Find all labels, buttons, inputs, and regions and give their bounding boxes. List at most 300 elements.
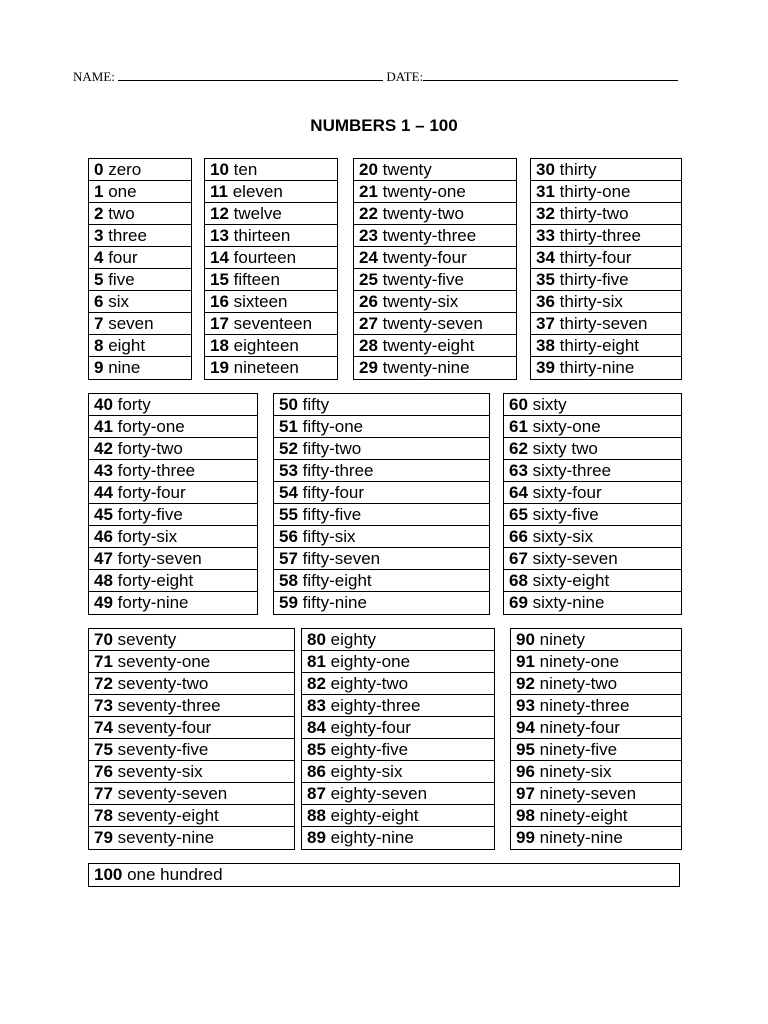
number-row (274, 548, 489, 570)
number-row (205, 291, 337, 313)
numeral: 33 (536, 226, 555, 245)
numeral: 70 (94, 630, 113, 649)
number-word: twelve (228, 204, 282, 223)
numeral: 21 (359, 182, 378, 201)
number-row (205, 357, 337, 379)
number-word: thirty-five (554, 270, 629, 289)
numeral: 97 (516, 784, 535, 803)
number-word: seventy-one (112, 652, 211, 671)
numeral: 5 (94, 270, 104, 289)
number-word: twenty-eight (377, 336, 475, 355)
number-word: thirty-six (554, 292, 623, 311)
number-word: thirty (554, 160, 597, 179)
number-word: fifty-nine (297, 593, 367, 612)
numeral: 50 (279, 395, 298, 414)
number-word: sixty two (527, 439, 598, 458)
numeral: 87 (307, 784, 326, 803)
numeral: 13 (210, 226, 229, 245)
numeral: 30 (536, 160, 555, 179)
numeral: 96 (516, 762, 535, 781)
number-word: sixty-eight (527, 571, 610, 590)
number-word: fourteen (228, 248, 297, 267)
number-word: seventy-seven (112, 784, 228, 803)
numeral: 34 (536, 248, 555, 267)
number-word: eighty-five (325, 740, 409, 759)
numeral: 14 (210, 248, 229, 267)
number-word: twenty-two (377, 204, 464, 223)
number-word: seventy-nine (112, 828, 215, 847)
number-row (205, 335, 337, 357)
numeral: 84 (307, 718, 326, 737)
numeral: 9 (94, 358, 104, 377)
numeral: 1 (94, 182, 104, 201)
number-word: sixty-five (527, 505, 599, 524)
numeral: 51 (279, 417, 298, 436)
number-row (89, 717, 294, 739)
number-row (354, 313, 516, 335)
number-row (89, 203, 191, 225)
number-word: eighty-four (325, 718, 411, 737)
number-row (89, 827, 294, 849)
number-table (301, 628, 495, 850)
numeral: 56 (279, 527, 298, 546)
number-word: thirty-nine (554, 358, 635, 377)
name-date-header (73, 69, 698, 85)
number-table (353, 158, 517, 380)
number-row (89, 629, 294, 651)
numeral: 95 (516, 740, 535, 759)
number-word: two (103, 204, 135, 223)
numeral: 43 (94, 461, 113, 480)
numeral: 66 (509, 527, 528, 546)
number-table (88, 628, 295, 850)
number-row (531, 269, 681, 291)
number-row (89, 313, 191, 335)
number-word: forty-seven (112, 549, 202, 568)
number-word: fifteen (228, 270, 280, 289)
number-row (504, 504, 681, 526)
number-row (504, 570, 681, 592)
number-word: eighty-eight (325, 806, 419, 825)
number-word: seventy-two (112, 674, 209, 693)
numeral: 25 (359, 270, 378, 289)
number-word: zero (103, 160, 142, 179)
number-word: ninety-seven (534, 784, 637, 803)
numeral: 23 (359, 226, 378, 245)
number-row (89, 695, 294, 717)
number-word: forty-nine (112, 593, 189, 612)
number-row (205, 181, 337, 203)
number-row (274, 592, 489, 614)
number-word: forty-three (112, 461, 196, 480)
number-word: ninety-nine (534, 828, 623, 847)
number-word: forty-six (112, 527, 178, 546)
numeral: 22 (359, 204, 378, 223)
number-row (89, 225, 191, 247)
number-row (89, 526, 257, 548)
numeral: 29 (359, 358, 378, 377)
numeral: 64 (509, 483, 528, 502)
number-row (504, 460, 681, 482)
number-word: twenty-four (377, 248, 467, 267)
number-word: sixty (527, 395, 567, 414)
number-row (274, 460, 489, 482)
number-word: fifty-eight (297, 571, 372, 590)
number-table (88, 158, 192, 380)
number-word: twenty-nine (377, 358, 470, 377)
number-word: fifty-five (297, 505, 362, 524)
number-row (274, 570, 489, 592)
numeral: 67 (509, 549, 528, 568)
number-word: forty-one (112, 417, 185, 436)
number-row (89, 335, 191, 357)
number-word: fifty-six (297, 527, 356, 546)
numeral: 58 (279, 571, 298, 590)
number-row (89, 247, 191, 269)
number-word: seventeen (228, 314, 313, 333)
number-word: seventy-five (112, 740, 209, 759)
number-row (89, 438, 257, 460)
number-word: eighty-nine (325, 828, 414, 847)
numeral: 73 (94, 696, 113, 715)
number-word: ninety-six (534, 762, 612, 781)
number-row (205, 225, 337, 247)
number-row (531, 335, 681, 357)
numeral: 90 (516, 630, 535, 649)
number-word: seven (103, 314, 154, 333)
number-row (89, 864, 679, 886)
number-row (302, 651, 494, 673)
number-row (205, 159, 337, 181)
number-word: sixty-six (527, 527, 594, 546)
numeral: 61 (509, 417, 528, 436)
numeral: 83 (307, 696, 326, 715)
number-row (302, 805, 494, 827)
numeral: 59 (279, 593, 298, 612)
number-word: eighty-two (325, 674, 409, 693)
number-word: one (103, 182, 137, 201)
number-row (89, 651, 294, 673)
number-word: thirty-one (554, 182, 631, 201)
numeral: 81 (307, 652, 326, 671)
numeral: 99 (516, 828, 535, 847)
number-word: twenty-six (377, 292, 459, 311)
numeral: 72 (94, 674, 113, 693)
numeral: 0 (94, 160, 104, 179)
numeral: 93 (516, 696, 535, 715)
number-word: eleven (227, 182, 283, 201)
number-word: six (103, 292, 129, 311)
number-row (302, 717, 494, 739)
numeral: 15 (210, 270, 229, 289)
number-word: thirty-four (554, 248, 632, 267)
number-word: seventy (112, 630, 177, 649)
number-word: sixty-four (527, 483, 602, 502)
number-row (302, 761, 494, 783)
number-row (89, 805, 294, 827)
numeral: 3 (94, 226, 104, 245)
number-word: ninety-one (534, 652, 620, 671)
number-row (354, 335, 516, 357)
number-row (89, 482, 257, 504)
numeral: 79 (94, 828, 113, 847)
number-row (354, 291, 516, 313)
number-row (274, 482, 489, 504)
number-row (89, 548, 257, 570)
numeral: 46 (94, 527, 113, 546)
number-row (89, 291, 191, 313)
number-word: sixty-three (527, 461, 612, 480)
number-table (88, 863, 680, 887)
number-row (511, 673, 681, 695)
number-row (504, 438, 681, 460)
number-word: nine (103, 358, 141, 377)
numeral: 17 (210, 314, 229, 333)
number-row (302, 827, 494, 849)
number-row (511, 739, 681, 761)
number-row (354, 159, 516, 181)
number-word: ten (228, 160, 258, 179)
number-table (273, 393, 490, 615)
numeral: 91 (516, 652, 535, 671)
numeral: 98 (516, 806, 535, 825)
number-row (89, 504, 257, 526)
number-row (354, 181, 516, 203)
number-table (530, 158, 682, 380)
numeral: 16 (210, 292, 229, 311)
number-word: twenty-one (377, 182, 466, 201)
number-word: twenty-three (377, 226, 477, 245)
number-row (205, 269, 337, 291)
number-row (511, 717, 681, 739)
number-row (504, 394, 681, 416)
number-word: seventy-six (112, 762, 203, 781)
number-word: ninety-three (534, 696, 630, 715)
number-row (89, 570, 257, 592)
numeral: 75 (94, 740, 113, 759)
numeral: 86 (307, 762, 326, 781)
number-row (89, 673, 294, 695)
numeral: 54 (279, 483, 298, 502)
date-label: DATE: (386, 69, 424, 84)
number-word: thirty-seven (554, 314, 648, 333)
number-word: twenty-five (377, 270, 464, 289)
numeral: 6 (94, 292, 104, 311)
number-row (511, 695, 681, 717)
number-word: twenty (377, 160, 432, 179)
numeral: 38 (536, 336, 555, 355)
number-word: ninety-two (534, 674, 618, 693)
number-word: ninety-eight (534, 806, 628, 825)
number-row (89, 159, 191, 181)
numeral: 60 (509, 395, 528, 414)
number-row (302, 783, 494, 805)
number-row (531, 291, 681, 313)
number-row (89, 394, 257, 416)
number-row (504, 416, 681, 438)
numeral: 42 (94, 439, 113, 458)
number-word: five (103, 270, 135, 289)
number-row (354, 357, 516, 379)
numeral: 2 (94, 204, 104, 223)
number-word: sixty-one (527, 417, 601, 436)
number-row (504, 482, 681, 504)
date-field[interactable] (423, 69, 678, 81)
number-word: seventy-three (112, 696, 221, 715)
number-word: forty (112, 395, 151, 414)
number-word: sixteen (228, 292, 288, 311)
number-word: twenty-seven (377, 314, 483, 333)
number-row (531, 313, 681, 335)
number-row (504, 548, 681, 570)
number-row (531, 225, 681, 247)
number-row (511, 629, 681, 651)
numeral: 76 (94, 762, 113, 781)
number-row (89, 181, 191, 203)
number-word: fifty-four (297, 483, 365, 502)
numeral: 47 (94, 549, 113, 568)
numeral: 48 (94, 571, 113, 590)
number-row (302, 673, 494, 695)
number-word: thirty-three (554, 226, 641, 245)
number-word: forty-two (112, 439, 183, 458)
numeral: 77 (94, 784, 113, 803)
numeral: 18 (210, 336, 229, 355)
number-table (88, 393, 258, 615)
number-row (302, 695, 494, 717)
page-title: NUMBERS 1 – 100 (310, 116, 458, 135)
numeral: 89 (307, 828, 326, 847)
number-word: fifty-one (297, 417, 364, 436)
numeral: 100 (94, 865, 123, 884)
number-word: forty-four (112, 483, 186, 502)
number-row (531, 159, 681, 181)
number-word: eighty-three (325, 696, 421, 715)
number-word: eighty (325, 630, 377, 649)
numeral: 63 (509, 461, 528, 480)
numeral: 37 (536, 314, 555, 333)
numeral: 12 (210, 204, 229, 223)
number-word: seventy-eight (112, 806, 219, 825)
number-row (274, 438, 489, 460)
number-word: one hundred (122, 865, 223, 884)
number-row (511, 651, 681, 673)
number-word: fifty-seven (297, 549, 381, 568)
number-table (503, 393, 682, 615)
number-word: ninety-five (534, 740, 618, 759)
number-word: forty-five (112, 505, 183, 524)
number-word: ninety (534, 630, 586, 649)
number-row (511, 783, 681, 805)
number-word: ninety-four (534, 718, 620, 737)
number-row (354, 225, 516, 247)
number-row (511, 827, 681, 849)
number-word: eighty-one (325, 652, 411, 671)
number-row (89, 357, 191, 379)
numeral: 28 (359, 336, 378, 355)
number-word: fifty-three (297, 461, 374, 480)
numeral: 4 (94, 248, 104, 267)
number-row (89, 739, 294, 761)
number-row (274, 504, 489, 526)
number-row (531, 357, 681, 379)
number-word: eight (103, 336, 146, 355)
number-row (354, 247, 516, 269)
number-row (89, 761, 294, 783)
numeral: 20 (359, 160, 378, 179)
number-row (531, 181, 681, 203)
numeral: 74 (94, 718, 113, 737)
number-word: thirty-eight (554, 336, 640, 355)
number-row (89, 783, 294, 805)
number-row (274, 416, 489, 438)
numeral: 55 (279, 505, 298, 524)
number-word: seventy-four (112, 718, 212, 737)
numeral: 78 (94, 806, 113, 825)
number-row (274, 526, 489, 548)
number-table (204, 158, 338, 380)
numeral: 68 (509, 571, 528, 590)
number-table (510, 628, 682, 850)
numeral: 94 (516, 718, 535, 737)
numeral: 8 (94, 336, 104, 355)
numeral: 36 (536, 292, 555, 311)
number-row (205, 247, 337, 269)
number-row (504, 526, 681, 548)
numeral: 44 (94, 483, 113, 502)
number-word: fifty-two (297, 439, 362, 458)
numeral: 62 (509, 439, 528, 458)
number-word: nineteen (228, 358, 299, 377)
name-label: NAME: (73, 69, 115, 84)
numeral: 45 (94, 505, 113, 524)
numeral: 53 (279, 461, 298, 480)
numeral: 10 (210, 160, 229, 179)
numeral: 85 (307, 740, 326, 759)
number-row (274, 394, 489, 416)
number-row (354, 203, 516, 225)
number-row (511, 805, 681, 827)
number-word: eighty-six (325, 762, 403, 781)
number-row (511, 761, 681, 783)
number-word: four (103, 248, 138, 267)
numeral: 82 (307, 674, 326, 693)
numeral: 27 (359, 314, 378, 333)
numeral: 32 (536, 204, 555, 223)
numeral: 92 (516, 674, 535, 693)
number-word: forty-eight (112, 571, 194, 590)
number-word: eighty-seven (325, 784, 428, 803)
number-row (531, 203, 681, 225)
number-row (531, 247, 681, 269)
numeral: 65 (509, 505, 528, 524)
numeral: 7 (94, 314, 104, 333)
number-row (89, 269, 191, 291)
number-word: thirteen (228, 226, 291, 245)
name-field[interactable] (118, 69, 383, 81)
numeral: 40 (94, 395, 113, 414)
number-row (205, 313, 337, 335)
number-word: eighteen (228, 336, 299, 355)
number-word: thirty-two (554, 204, 629, 223)
number-word: fifty (297, 395, 330, 414)
numeral: 31 (536, 182, 555, 201)
number-word: three (103, 226, 147, 245)
numeral: 80 (307, 630, 326, 649)
number-row (89, 460, 257, 482)
number-row (89, 416, 257, 438)
numeral: 57 (279, 549, 298, 568)
